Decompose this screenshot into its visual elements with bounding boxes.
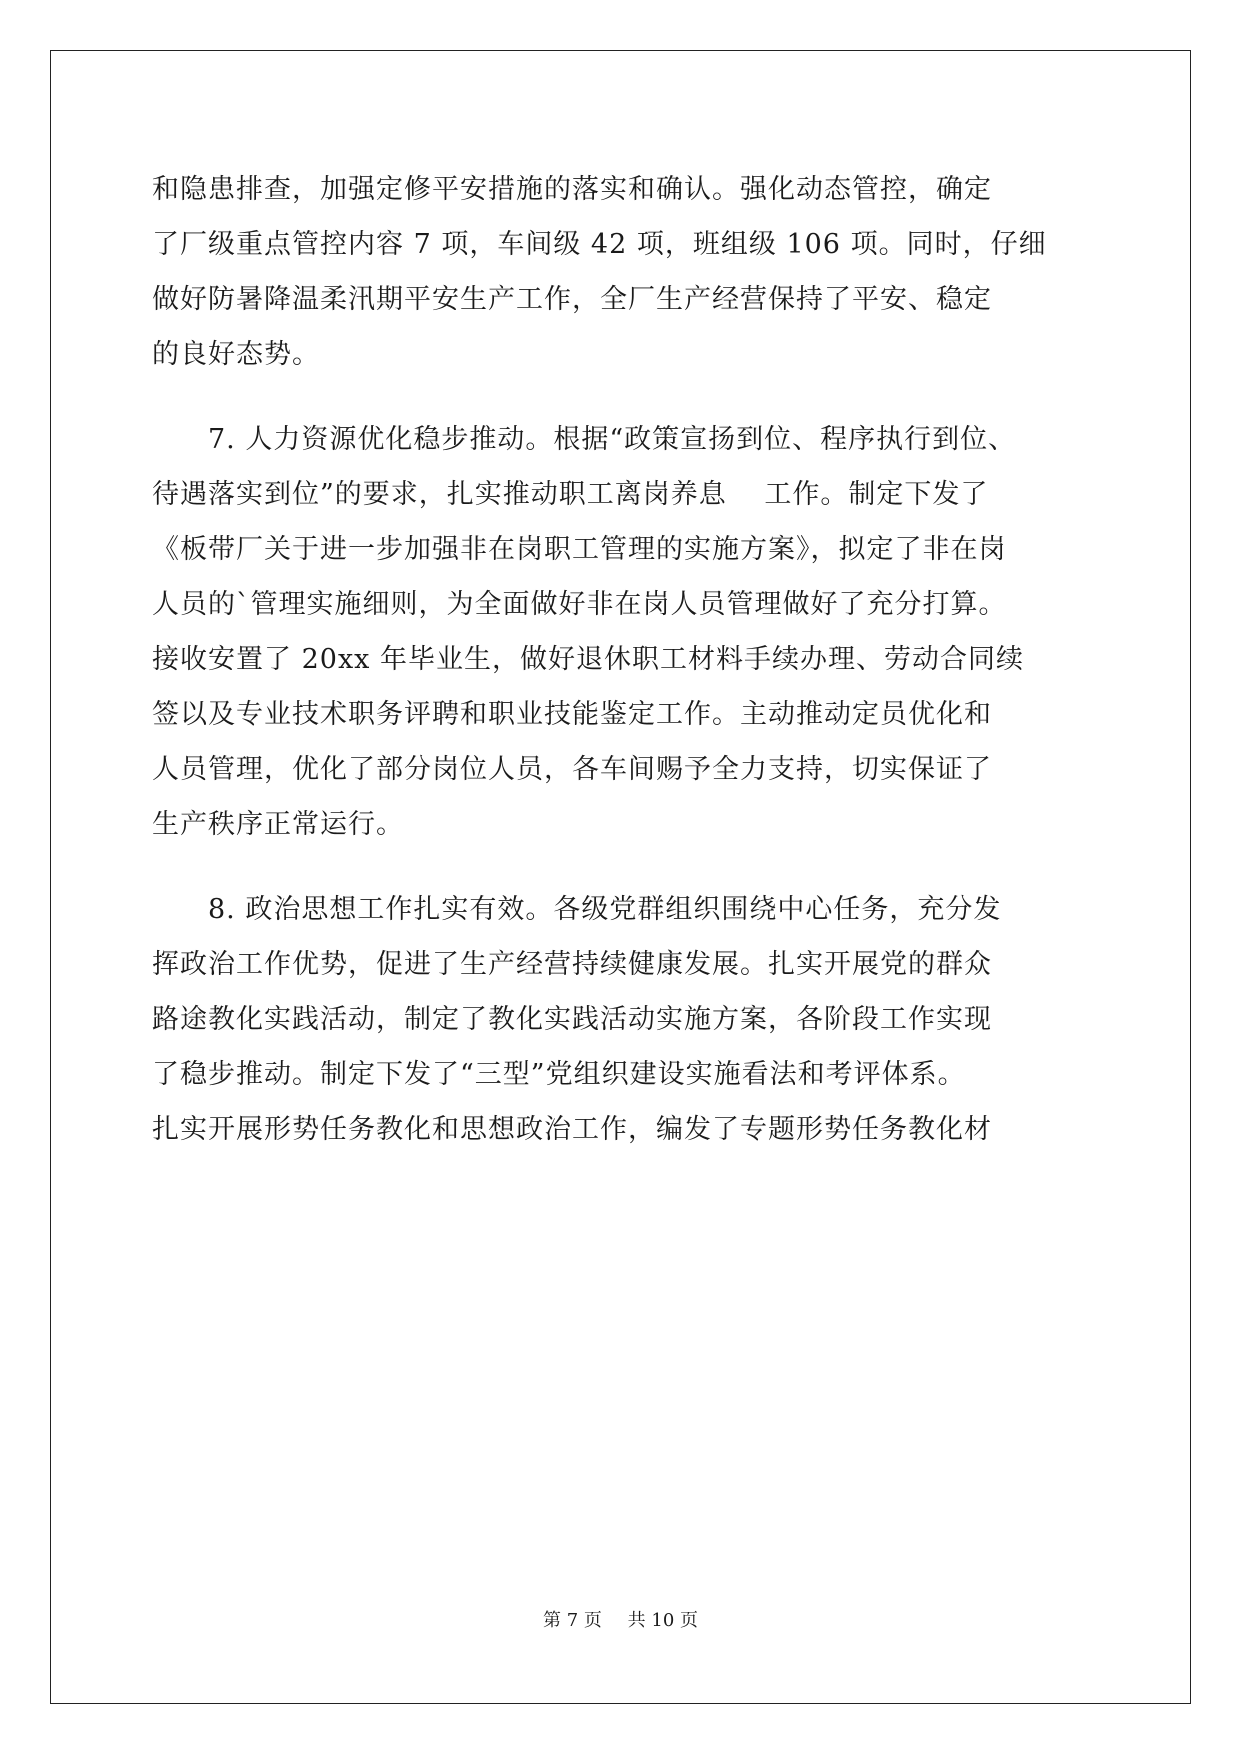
page-footer — [0, 1610, 1241, 1632]
text-line: 的良好态势。 — [152, 339, 320, 370]
text-line: 和隐患排查，加强定修平安措施的落实和确认。强化动态管控，确定 — [152, 174, 992, 205]
text-line: 了稳步推动。制定下发了“三型”党组织建设实施看法和考评体系。 — [152, 1059, 966, 1090]
text-line: 路途教化实践活动，制定了教化实践活动实施方案，各阶段工作实现 — [152, 1004, 992, 1035]
page-number: 第 7 页 — [543, 1610, 602, 1631]
text-line: 做好防暑降温柔汛期平安生产工作，全厂生产经营保持了平安、稳定 — [152, 284, 992, 315]
text-line: 待遇落实到位”的要求，扎实推动职工离岗养息 工作。制定下发了 — [152, 479, 989, 510]
text-line: 人员的`管理实施细则，为全面做好非在岗人员管理做好了充分打算。 — [152, 589, 1007, 620]
text-line: 挥政治工作优势，促进了生产经营持续健康发展。扎实开展党的群众 — [152, 949, 992, 980]
text-line: 7. 人力资源优化稳步推动。根据“政策宣扬到位、程序执行到位、 — [152, 424, 1017, 455]
text-line: 扎实开展形势任务教化和思想政治工作，编发了专题形势任务教化材 — [152, 1114, 992, 1145]
text-line: 生产秩序正常运行。 — [152, 809, 404, 840]
text-line: 了厂级重点管控内容 7 项，车间级 42 项，班组级 106 项。同时，仔细 — [152, 229, 1047, 260]
text-line: 8. 政治思想工作扎实有效。各级党群组织围绕中心任务，充分发 — [152, 894, 1002, 925]
page-total: 共 10 页 — [627, 1610, 698, 1631]
text-line: 人员管理，优化了部分岗位人员，各车间赐予全力支持，切实保证了 — [152, 754, 992, 785]
text-line: 签以及专业技术职务评聘和职业技能鉴定工作。主动推动定员优化和 — [152, 699, 992, 730]
text-line: 接收安置了 20xx 年毕业生，做好退休职工材料手续办理、劳动合同续 — [152, 644, 1024, 675]
text-line: 《板带厂关于进一步加强非在岗职工管理的实施方案》，拟定了非在岗 — [152, 534, 1007, 565]
